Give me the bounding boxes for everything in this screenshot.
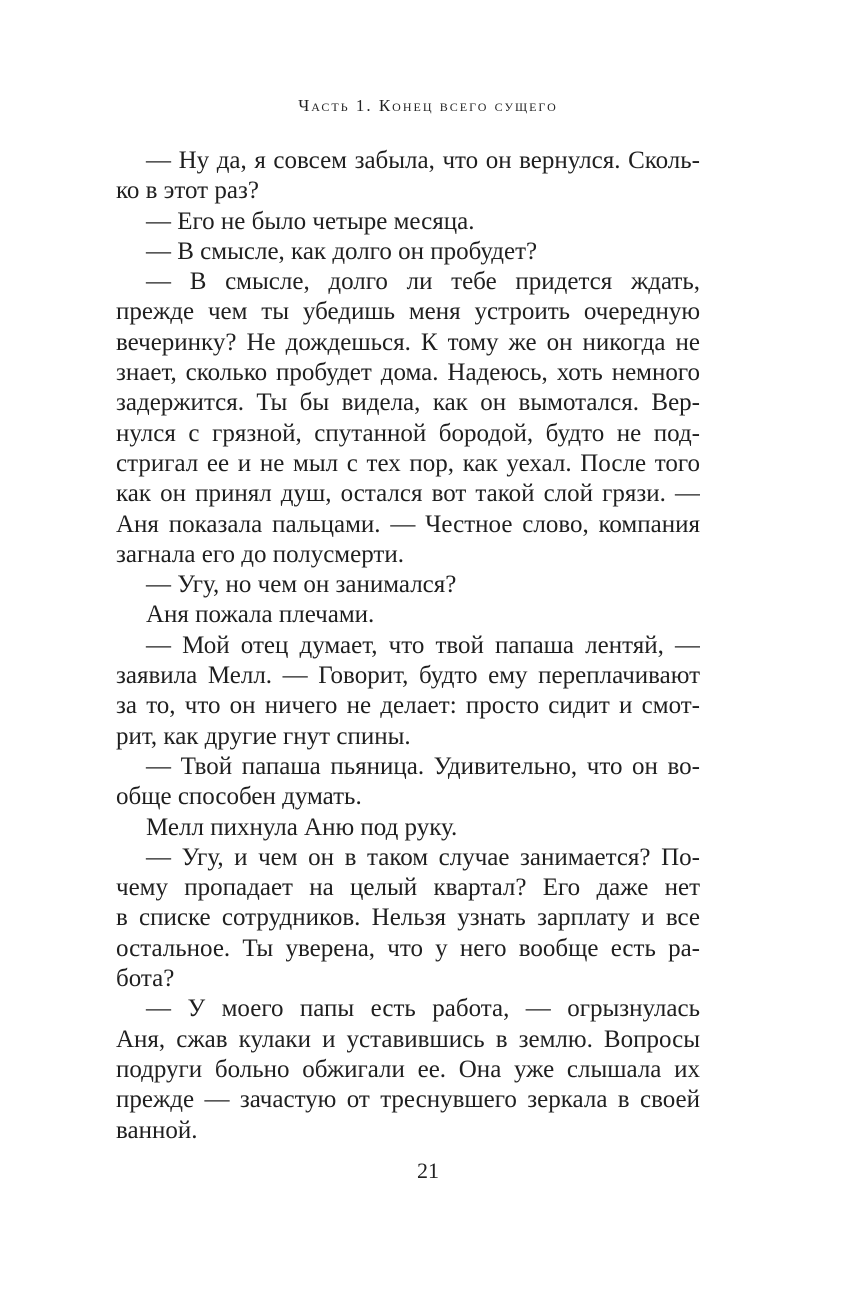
text-line: Аня пожала плечами. bbox=[146, 601, 375, 629]
text-line: ко в этот раз? bbox=[116, 177, 259, 205]
text-line: — Его не было четыре месяца. bbox=[146, 207, 475, 235]
body-text bbox=[116, 146, 700, 1146]
text-line: загнала его до полусмерти. bbox=[116, 540, 404, 568]
text-line: вечеринку? Не дождешься. К тому же он никогда не bbox=[116, 328, 700, 356]
text-line: — Мой отец думает, что твой папаша лентяй, — bbox=[146, 631, 700, 659]
text-line: прежде — зачастую от треснувшего зеркала в своей bbox=[116, 1086, 700, 1114]
text-line: Аня показала пальцами. — Честное слово, компания bbox=[116, 510, 700, 538]
text-line: — В смысле, как долго он пробудет? bbox=[146, 237, 538, 265]
text-line: подруги больно обжигали ее. Она уже слышала их bbox=[116, 1055, 700, 1083]
text-line: — Угу, но чем он занимался? bbox=[146, 571, 457, 599]
text-line: — У моего папы есть работа, — огрызнулась bbox=[146, 995, 700, 1023]
running-head: Часть 1. Конец всего сущего bbox=[298, 96, 558, 115]
text-line: рит, как другие гнут спины. bbox=[116, 722, 411, 750]
text-line: ванной. bbox=[116, 1116, 198, 1144]
text-line: задержится. Ты бы видела, как он вымотался. Вер- bbox=[116, 389, 700, 417]
text-line: — Ну да, я совсем забыла, что он вернулся. Сколь- bbox=[146, 147, 700, 174]
text-line: за то, что он ничего не делает: просто сидит и смот- bbox=[116, 692, 700, 720]
text-line: Аня, сжав кулаки и уставившись в землю. Вопросы bbox=[116, 1025, 700, 1053]
text-line: обще способен думать. bbox=[116, 783, 362, 811]
text-line: знает, сколько пробудет дома. Надеюсь, хоть немного bbox=[116, 359, 700, 387]
text-line: — Твой папаша пьяница. Удивительно, что он во- bbox=[146, 752, 700, 780]
page-number: 21 bbox=[417, 1158, 439, 1183]
text-line: нулся с грязной, спутанной бородой, будто не под- bbox=[116, 419, 700, 447]
text-line: бота? bbox=[116, 965, 175, 993]
text-line: заявила Мелл. — Говорит, будто ему переплачивают bbox=[116, 662, 700, 690]
text-line: как он принял душ, остался вот такой слой грязи. — bbox=[116, 480, 700, 508]
text-line: — В смысле, долго ли тебе придется ждать, bbox=[146, 268, 700, 296]
text-line: стригал ее и не мыл с тех пор, как уехал. После того bbox=[116, 449, 700, 477]
text-line: чему пропадает на целый квартал? Его даже нет bbox=[116, 874, 700, 902]
text-line: Мелл пихнула Аню под руку. bbox=[146, 813, 458, 841]
text-line: в списке сотрудников. Нельзя узнать зарплату и все bbox=[116, 904, 700, 932]
text-line: остальное. Ты уверена, что у него вообще есть ра- bbox=[116, 934, 700, 962]
text-line: — Угу, и чем он в таком случае занимается? По- bbox=[146, 843, 700, 871]
text-line: прежде чем ты убедишь меня устроить очередную bbox=[116, 298, 700, 326]
